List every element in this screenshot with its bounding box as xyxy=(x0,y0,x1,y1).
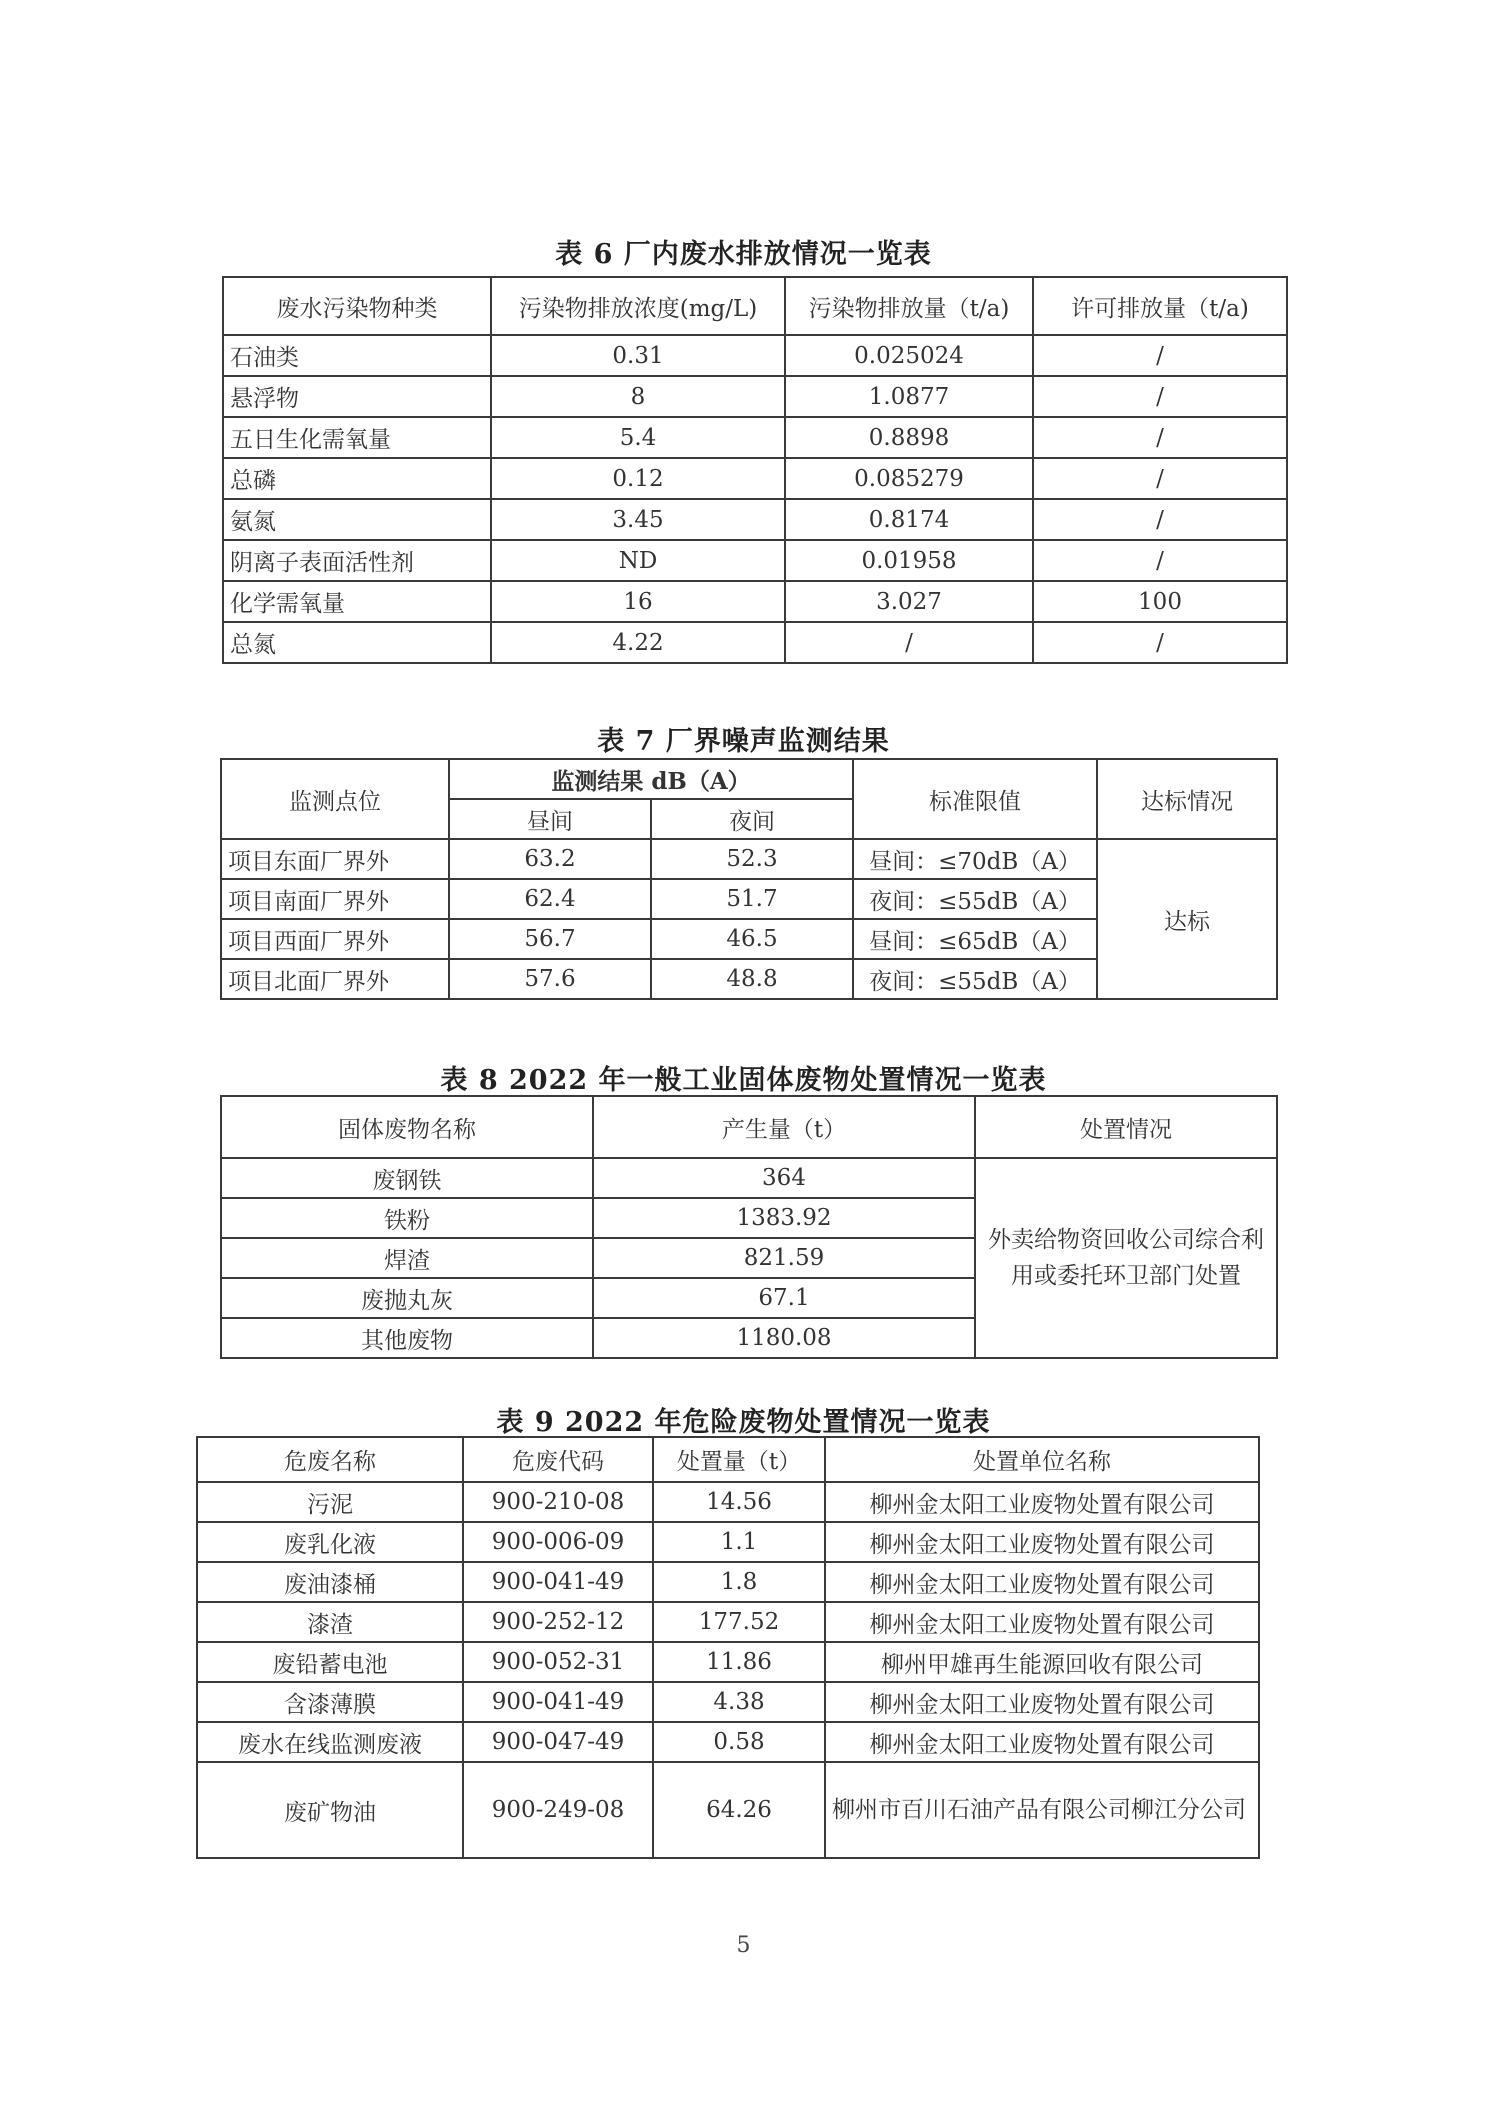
permit: / xyxy=(1033,458,1287,499)
amount: 1.1 xyxy=(653,1522,825,1562)
waste-name: 其他废物 xyxy=(221,1318,593,1358)
waste-code: 900-041-49 xyxy=(463,1682,653,1722)
table-header-row xyxy=(223,277,1287,335)
waste-name: 废铅蓄电池 xyxy=(197,1642,463,1682)
emission: 0.01958 xyxy=(785,540,1033,581)
waste-code: 900-006-09 xyxy=(463,1522,653,1562)
disposal-company: 柳州甲雄再生能源回收有限公司 xyxy=(825,1642,1259,1682)
header-cell: 达标情况 xyxy=(1097,759,1277,839)
table-row xyxy=(197,1762,1259,1858)
header-cell: 危废代码 xyxy=(463,1437,653,1482)
wastewater-table xyxy=(222,276,1288,664)
night-value: 52.3 xyxy=(651,839,853,879)
concentration: 8 xyxy=(491,376,785,417)
concentration: 4.22 xyxy=(491,622,785,663)
table-row xyxy=(223,581,1287,622)
emission: 1.0877 xyxy=(785,376,1033,417)
waste-name: 废水在线监测废液 xyxy=(197,1722,463,1762)
amount: 64.26 xyxy=(653,1762,825,1858)
limit: 夜间：≤55dB（A） xyxy=(853,959,1097,999)
header-cell: 废水污染物种类 xyxy=(223,277,491,335)
header-cell: 昼间 xyxy=(449,799,651,839)
disposal-company: 柳州金太阳工业废物处置有限公司 xyxy=(825,1602,1259,1642)
waste-code: 900-249-08 xyxy=(463,1762,653,1858)
concentration: 16 xyxy=(491,581,785,622)
header-cell: 处置情况 xyxy=(975,1096,1277,1158)
table-row xyxy=(197,1722,1259,1762)
monitor-point: 项目西面厂界外 xyxy=(221,919,449,959)
table-header-row xyxy=(221,759,1277,799)
permit: / xyxy=(1033,499,1287,540)
emission: 0.8898 xyxy=(785,417,1033,458)
page-number: 5 xyxy=(736,1933,751,1958)
solid-waste-table xyxy=(220,1095,1278,1359)
permit: / xyxy=(1033,417,1287,458)
header-cell: 污染物排放量（t/a) xyxy=(785,277,1033,335)
waste-code: 900-052-31 xyxy=(463,1642,653,1682)
noise-table xyxy=(220,758,1278,1000)
amount: 1180.08 xyxy=(593,1318,975,1358)
pollutant-name: 总氮 xyxy=(223,622,491,663)
emission: 0.025024 xyxy=(785,335,1033,376)
concentration: 0.31 xyxy=(491,335,785,376)
pollutant-name: 化学需氧量 xyxy=(223,581,491,622)
concentration: 3.45 xyxy=(491,499,785,540)
amount: 177.52 xyxy=(653,1602,825,1642)
table-row xyxy=(197,1682,1259,1722)
emission: 0.085279 xyxy=(785,458,1033,499)
table-row xyxy=(223,376,1287,417)
pollutant-name: 石油类 xyxy=(223,335,491,376)
night-value: 51.7 xyxy=(651,879,853,919)
table-row xyxy=(221,1158,1277,1198)
waste-name: 焊渣 xyxy=(221,1238,593,1278)
amount: 821.59 xyxy=(593,1238,975,1278)
pollutant-name: 总磷 xyxy=(223,458,491,499)
day-value: 63.2 xyxy=(449,839,651,879)
monitor-point: 项目南面厂界外 xyxy=(221,879,449,919)
header-cell: 监测点位 xyxy=(221,759,449,839)
concentration: ND xyxy=(491,540,785,581)
waste-code: 900-210-08 xyxy=(463,1482,653,1522)
table-row xyxy=(197,1522,1259,1562)
concentration: 5.4 xyxy=(491,417,785,458)
pollutant-name: 五日生化需氧量 xyxy=(223,417,491,458)
day-value: 56.7 xyxy=(449,919,651,959)
waste-name: 铁粉 xyxy=(221,1198,593,1238)
disposal-company: 柳州市百川石油产品有限公司柳江分公司 xyxy=(825,1762,1259,1858)
limit: 昼间：≤65dB（A） xyxy=(853,919,1097,959)
amount: 0.58 xyxy=(653,1722,825,1762)
header-cell: 标准限值 xyxy=(853,759,1097,839)
hazardous-waste-table xyxy=(196,1436,1260,1859)
limit: 夜间：≤55dB（A） xyxy=(853,879,1097,919)
amount: 11.86 xyxy=(653,1642,825,1682)
amount: 4.38 xyxy=(653,1682,825,1722)
waste-name: 废钢铁 xyxy=(221,1158,593,1198)
table-row xyxy=(197,1602,1259,1642)
table-header-row xyxy=(197,1437,1259,1482)
day-value: 57.6 xyxy=(449,959,651,999)
amount: 364 xyxy=(593,1158,975,1198)
table-row xyxy=(197,1482,1259,1522)
table6-caption: 表 6 厂内废水排放情况一览表 xyxy=(555,239,932,270)
header-cell: 产生量（t） xyxy=(593,1096,975,1158)
waste-name: 废抛丸灰 xyxy=(221,1278,593,1318)
header-cell: 监测结果 dB（A） xyxy=(449,759,853,799)
table-row xyxy=(221,839,1277,879)
header-cell: 固体废物名称 xyxy=(221,1096,593,1158)
emission: 0.8174 xyxy=(785,499,1033,540)
amount: 1383.92 xyxy=(593,1198,975,1238)
monitor-point: 项目北面厂界外 xyxy=(221,959,449,999)
emission: 3.027 xyxy=(785,581,1033,622)
limit: 昼间：≤70dB（A） xyxy=(853,839,1097,879)
amount: 1.8 xyxy=(653,1562,825,1602)
table7-caption: 表 7 厂界噪声监测结果 xyxy=(597,726,890,757)
waste-code: 900-252-12 xyxy=(463,1602,653,1642)
table-row xyxy=(197,1562,1259,1602)
header-cell: 危废名称 xyxy=(197,1437,463,1482)
header-cell: 许可排放量（t/a) xyxy=(1033,277,1287,335)
disposal-method: 外卖给物资回收公司综合利用或委托环卫部门处置 xyxy=(975,1158,1277,1358)
waste-name: 废乳化液 xyxy=(197,1522,463,1562)
permit: 100 xyxy=(1033,581,1287,622)
waste-name: 废矿物油 xyxy=(197,1762,463,1858)
monitor-point: 项目东面厂界外 xyxy=(221,839,449,879)
header-cell: 处置量（t） xyxy=(653,1437,825,1482)
disposal-company: 柳州金太阳工业废物处置有限公司 xyxy=(825,1522,1259,1562)
table8-caption: 表 8 2022 年一般工业固体废物处置情况一览表 xyxy=(440,1065,1047,1096)
day-value: 62.4 xyxy=(449,879,651,919)
waste-code: 900-041-49 xyxy=(463,1562,653,1602)
permit: / xyxy=(1033,622,1287,663)
disposal-company: 柳州金太阳工业废物处置有限公司 xyxy=(825,1562,1259,1602)
concentration: 0.12 xyxy=(491,458,785,499)
table-row xyxy=(223,622,1287,663)
pollutant-name: 阴离子表面活性剂 xyxy=(223,540,491,581)
emission: / xyxy=(785,622,1033,663)
table-header-row xyxy=(221,1096,1277,1158)
amount: 67.1 xyxy=(593,1278,975,1318)
waste-name: 含漆薄膜 xyxy=(197,1682,463,1722)
permit: / xyxy=(1033,376,1287,417)
pollutant-name: 悬浮物 xyxy=(223,376,491,417)
table-row xyxy=(197,1642,1259,1682)
header-cell: 污染物排放浓度(mg/L) xyxy=(491,277,785,335)
status: 达标 xyxy=(1097,839,1277,999)
pollutant-name: 氨氮 xyxy=(223,499,491,540)
waste-code: 900-047-49 xyxy=(463,1722,653,1762)
waste-name: 污泥 xyxy=(197,1482,463,1522)
table9-caption: 表 9 2022 年危险废物处置情况一览表 xyxy=(496,1407,991,1438)
table-row xyxy=(223,458,1287,499)
table-row xyxy=(223,499,1287,540)
permit: / xyxy=(1033,335,1287,376)
header-cell: 处置单位名称 xyxy=(825,1437,1259,1482)
waste-name: 废油漆桶 xyxy=(197,1562,463,1602)
header-cell: 夜间 xyxy=(651,799,853,839)
table-row xyxy=(223,417,1287,458)
disposal-company: 柳州金太阳工业废物处置有限公司 xyxy=(825,1482,1259,1522)
waste-name: 漆渣 xyxy=(197,1602,463,1642)
night-value: 46.5 xyxy=(651,919,853,959)
table-row xyxy=(223,335,1287,376)
amount: 14.56 xyxy=(653,1482,825,1522)
permit: / xyxy=(1033,540,1287,581)
disposal-company: 柳州金太阳工业废物处置有限公司 xyxy=(825,1722,1259,1762)
disposal-company: 柳州金太阳工业废物处置有限公司 xyxy=(825,1682,1259,1722)
table-row xyxy=(223,540,1287,581)
night-value: 48.8 xyxy=(651,959,853,999)
